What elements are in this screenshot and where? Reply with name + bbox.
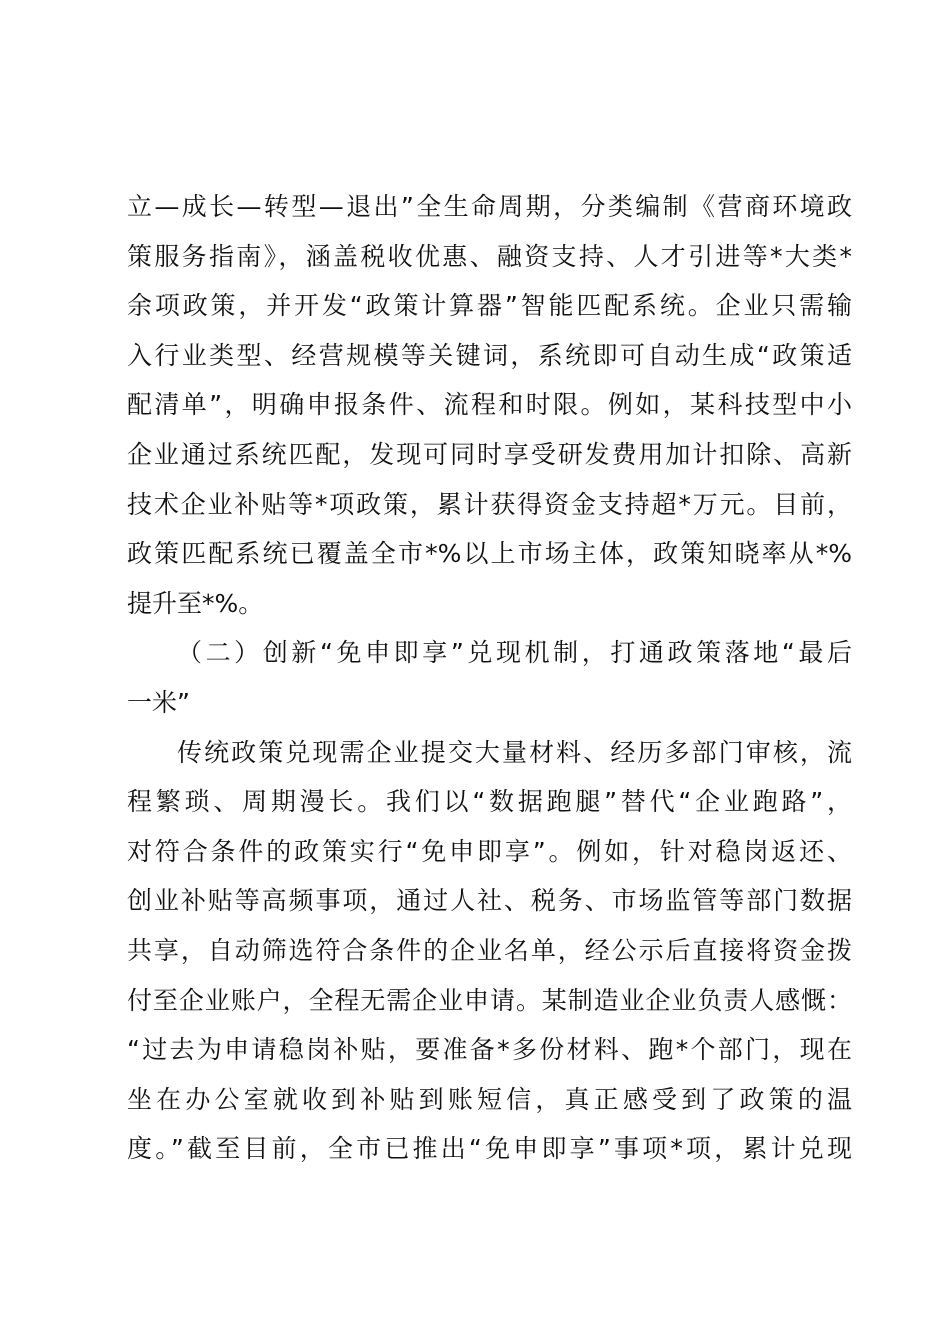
- text-line: 政策匹配系统已覆盖全市*%以上市场主体，政策知晓率从*%: [127, 539, 852, 569]
- text-line: 坐在办公室就收到补贴到账短信，真正感受到了政策的温: [127, 1084, 852, 1114]
- text-line: 策服务指南》，涵盖税收优惠、融资支持、人才引进等*大类*: [127, 241, 852, 271]
- text-line: 创业补贴等高频事项，通过人社、税务、市场监管等部门数据: [127, 886, 852, 916]
- text-line: 对符合条件的政策实行“免申即享”。例如，针对稳岗返还、: [127, 836, 852, 866]
- heading-line: （二）创新“免申即享”兑现机制，打通政策落地“最后: [177, 638, 852, 668]
- text-line: 立—成长—转型—退出”全生命周期，分类编制《营商环境政: [127, 192, 852, 221]
- heading-line: 一米”: [127, 687, 190, 717]
- text-line: 提升至*%。: [127, 588, 264, 618]
- document-body: [127, 182, 852, 1174]
- paragraph-policy-service: [127, 182, 852, 628]
- text-line: 传统政策兑现需企业提交大量材料、经历多部门审核，流: [177, 737, 852, 767]
- text-line: “过去为申请稳岗补贴，要准备*多份材料、跑*个部门，现在: [127, 1035, 852, 1065]
- text-line: 入行业类型、经营规模等关键词，系统即可自动生成“政策适: [127, 340, 852, 370]
- text-line: 企业通过系统匹配，发现可同时享受研发费用加计扣除、高新: [127, 439, 852, 469]
- paragraph-exemption-mechanism: [127, 728, 852, 1174]
- text-line: 技术企业补贴等*项政策，累计获得资金支持超*万元。目前，: [127, 489, 852, 519]
- text-line: 配清单”，明确申报条件、流程和时限。例如，某科技型中小: [127, 390, 852, 420]
- text-line: 程繁琐、周期漫长。我们以“数据跑腿”替代“企业跑路”，: [127, 787, 852, 817]
- text-line: 付至企业账户，全程无需企业申请。某制造业企业负责人感慨：: [127, 985, 852, 1015]
- section-heading: [127, 628, 852, 727]
- text-line: 度。”截至目前，全市已推出“免申即享”事项*项，累计兑现: [127, 1134, 852, 1164]
- text-line: 余项政策，并开发“政策计算器”智能匹配系统。企业只需输: [127, 291, 852, 321]
- text-line: 共享，自动筛选符合条件的企业名单，经公示后直接将资金拨: [127, 935, 852, 965]
